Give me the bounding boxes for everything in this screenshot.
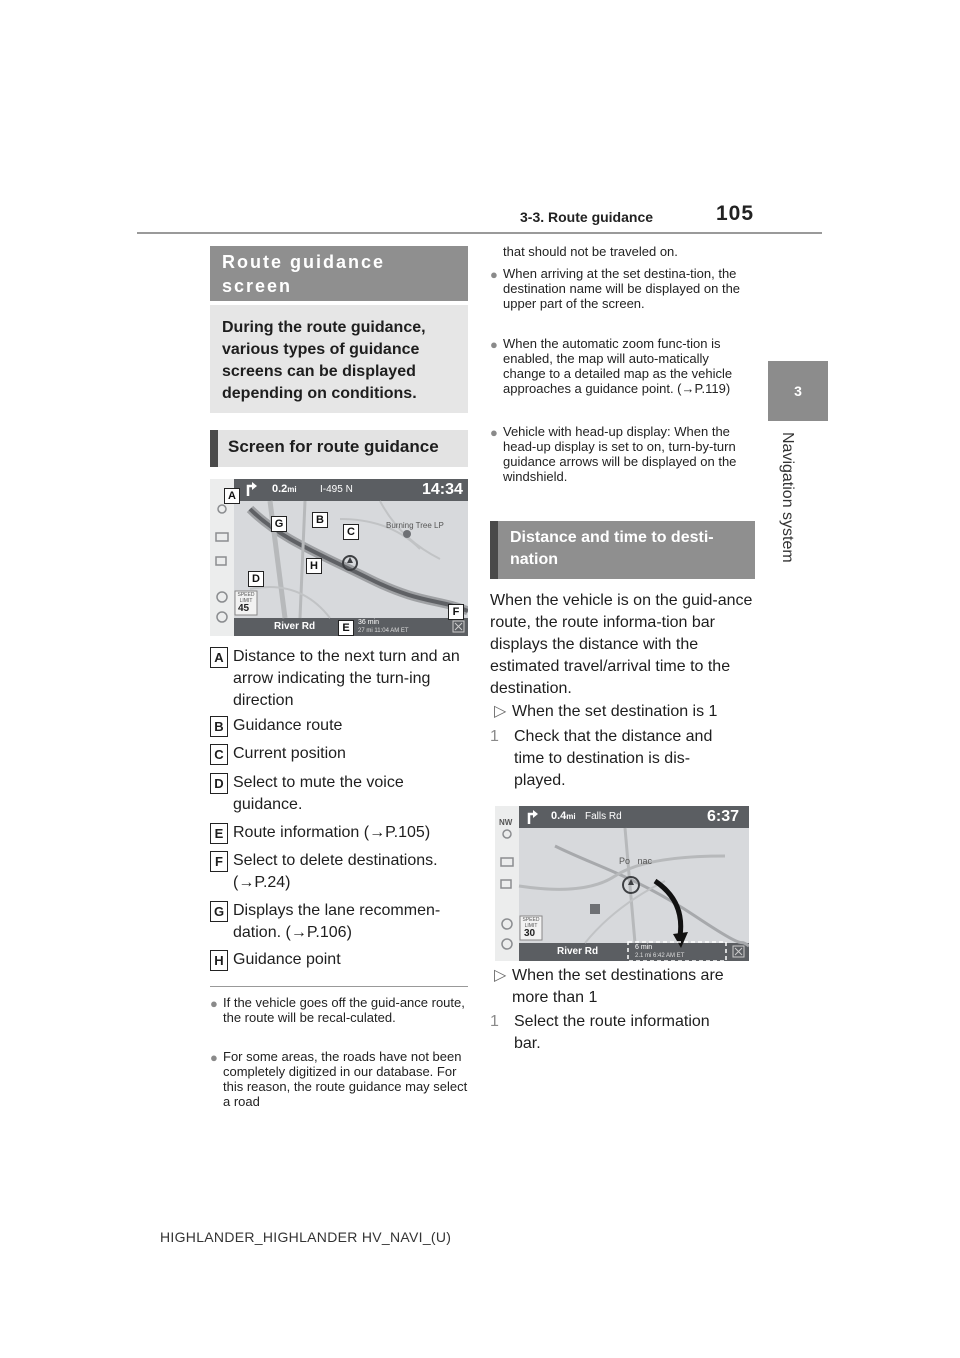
street-name[interactable]: River Rd [274,621,316,632]
bullet-icon: ● [490,337,498,352]
note-continuation: that should not be traveled on. [503,244,678,259]
subsection-title-distance-time: Distance and time to desti-nation [490,521,755,579]
poi-label: Burning Tree LP [386,521,444,530]
legend-text: Distance to the next turn and an arrow indicating the turn-ing direction [233,648,460,709]
callout-h: H [306,558,322,574]
arrow-bullet-icon: ▷ [494,967,507,984]
step-text: Select the route information bar. [514,1013,710,1052]
street-name[interactable]: River Rd [557,946,599,957]
distance-readout: 0.2mi [272,483,297,495]
legend-badge: D [210,773,228,794]
note-text: When the automatic zoom func-tion is enabled, the map will auto-matically change to a detailed map as the vehicle approaches a guidance point. (→P.119) [503,336,733,396]
legend-badge: A [210,647,228,668]
chapter-tab[interactable]: 3 [768,361,828,421]
callout-a: A [224,488,240,504]
callout-d: D [248,571,264,587]
eta-minutes: 36 min [358,619,380,626]
notes-divider [210,986,468,987]
note-text: Vehicle with head-up display: When the head-up display is set to on, turn-by-turn guidance arrows will be displayed on the windshield. [503,424,737,484]
callout-f: F [448,604,464,620]
intro-box: During the route guidance, various types of guidance screens can be displayed depending on conditions. [210,305,468,413]
note-text: When arriving at the set destina-tion, the destination name will be displayed on the upper part of the screen. [503,266,741,311]
step-number: 1 [490,728,499,745]
page-number: 105 [716,202,755,225]
poi-label: Po nac [619,856,653,866]
speed-limit-value: 30 [524,928,536,939]
route-info-bar[interactable] [358,618,450,636]
speed-limit-label: SPEED LIMIT [237,592,255,604]
legend-text: Displays the lane recommen-dation. (→P.106) [233,902,441,941]
clock: 14:34 [422,481,463,498]
clock: 6:37 [707,808,740,825]
legend-badge: H [210,950,228,971]
distance-readout: 0.4mi [551,810,576,822]
speed-limit-label: SPEED LIMIT [522,917,540,929]
route-info-screenshot [495,806,749,961]
arrow-bullet-icon: ▷ [494,703,507,720]
legend-text: Select to delete destinations. (→P.24) [233,852,438,891]
legend-text: Route information (→P.105) [233,824,431,841]
legend-badge: F [210,851,228,872]
bullet-icon: ● [490,267,498,282]
case-text: When the set destination is 1 [512,703,718,720]
bullet-icon: ● [210,996,218,1011]
eta-minutes: 6 min [635,944,653,951]
subsection-title-screen: Screen for route guidance [210,430,468,467]
legend-badge: B [210,716,228,737]
road-name: I-495 N [320,484,353,495]
note-text: If the vehicle goes off the guid-ance route, the route will be recal-culated. [223,995,465,1025]
step-number: 1 [490,1013,499,1030]
step-text: Check that the distance and time to destination is dis-played. [514,728,713,789]
eta-detail: 2.1 mi 6:42 AM ET [635,953,685,959]
legend-text: Select to mute the voice guidance. [233,774,404,813]
eta-detail: 27 mi 11:04 AM ET [358,628,409,634]
note-text: For some areas, the roads have not been completely digitized in our database. For this reason, the route guidance may select a road [223,1049,468,1109]
route-info-bar[interactable] [635,943,727,961]
chapter-label [772,432,802,612]
callout-e: E [338,620,354,636]
route-guidance-screenshot [210,479,468,636]
legend-badge: C [210,744,228,765]
legend-text: Current position [233,745,346,762]
legend-text: Guidance point [233,951,341,968]
case-text: When the set destinations are more than 1 [512,967,724,1006]
speed-limit-value: 45 [238,603,250,614]
chapter-label-text: Navigation system [779,432,796,563]
callout-b: B [312,512,328,528]
bullet-icon: ● [210,1050,218,1065]
section-title-route-guidance-screen: Route guidance screen [210,246,468,301]
footer-doc-id: HIGHLANDER_HIGHLANDER HV_NAVI_(U) [160,1229,452,1245]
road-name: Falls Rd [585,811,622,822]
callout-g: G [271,516,287,532]
legend-badge: E [210,823,228,844]
header-rule [137,232,822,234]
compass[interactable]: NW [499,818,513,827]
legend-badge: G [210,901,228,922]
legend-text: Guidance route [233,717,343,734]
bullet-icon: ● [490,425,498,440]
section3-paragraph: When the vehicle is on the guid-ance route, the route informa-tion bar displays the distance with the estimated travel/arrival time to the destination. [490,592,753,697]
section-heading: 3-3. Route guidance [520,209,654,225]
callout-c: C [343,524,359,540]
